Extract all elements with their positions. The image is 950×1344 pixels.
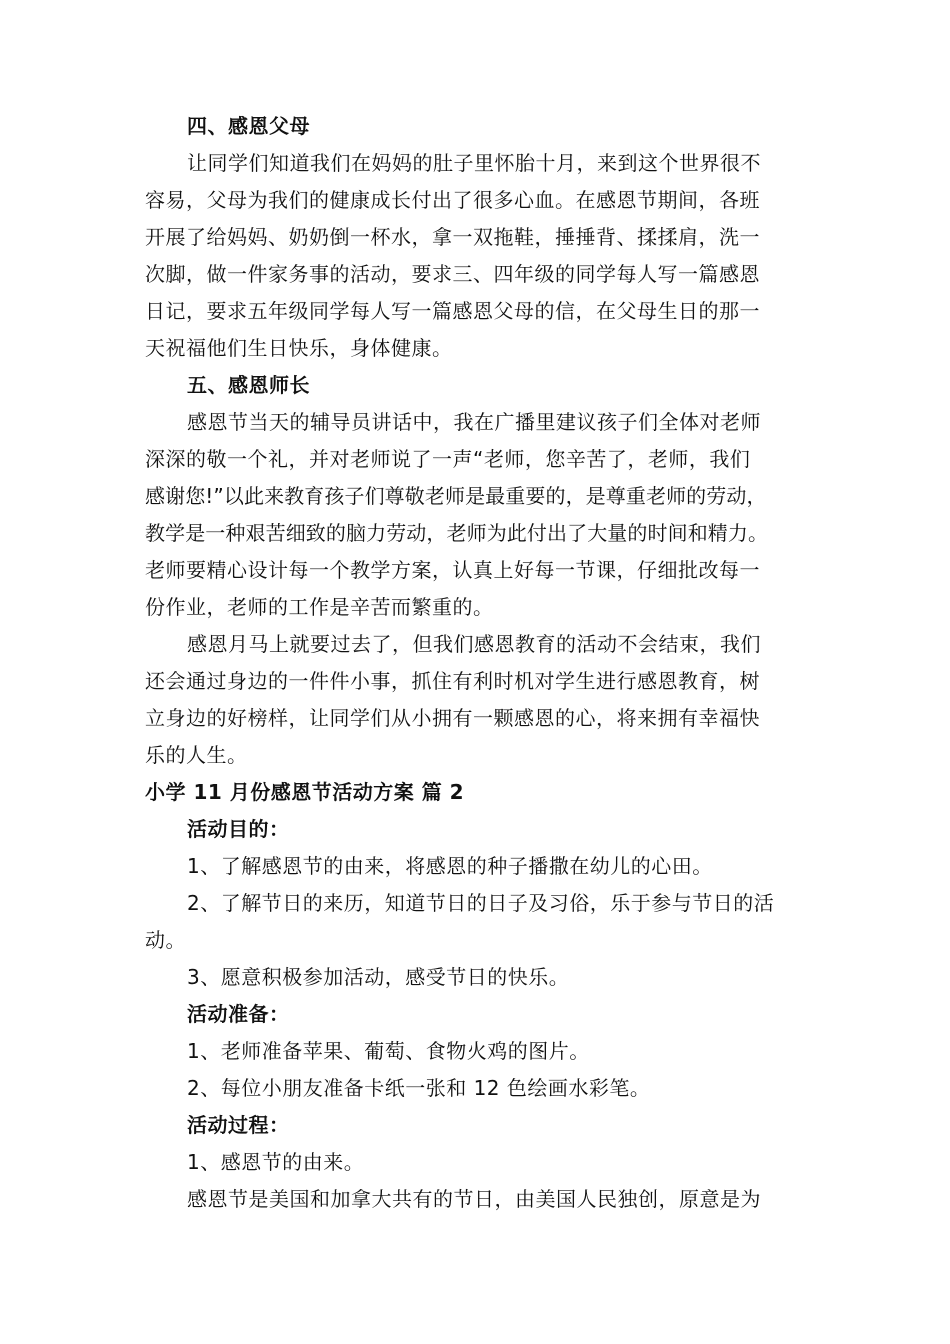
paragraph-line: 开展了给妈妈、奶奶倒一杯水，拿一双拖鞋，捶捶背、揉揉肩，洗一 xyxy=(145,225,760,249)
paragraph-line: 容易，父母为我们的健康成长付出了很多心血。在感恩节期间，各班 xyxy=(145,188,760,212)
paragraph-line: 感恩月马上就要过去了，但我们感恩教育的活动不会结束，我们 xyxy=(187,632,761,656)
section-heading: 五、感恩师长 xyxy=(187,373,310,397)
subheading-prep: 活动准备： xyxy=(187,1002,290,1026)
list-item: 1、感恩节的由来。 xyxy=(187,1150,365,1174)
list-item: 2、每位小朋友准备卡纸一张和 12 色绘画水彩笔。 xyxy=(187,1076,651,1100)
paragraph-line: 老师要精心设计每一个教学方案，认真上好每一节课，仔细批改每一 xyxy=(145,558,760,582)
paragraph-line: 立身边的好榜样，让同学们从小拥有一颗感恩的心，将来拥有幸福快 xyxy=(145,706,760,730)
paragraph-line: 深深的敬一个礼，并对老师说了一声“老师，您辛苦了，老师，我们 xyxy=(145,447,751,471)
paragraph-line: 感恩节当天的辅导员讲话中，我在广播里建议孩子们全体对老师 xyxy=(187,410,761,434)
list-item: 2、了解节日的来历，知道节日的日子及习俗，乐于参与节日的活 xyxy=(187,891,775,915)
list-item-continuation: 动。 xyxy=(145,928,186,952)
paragraph-line: 天祝福他们生日快乐，身体健康。 xyxy=(145,336,453,360)
list-item: 1、了解感恩节的由来，将感恩的种子播撒在幼儿的心田。 xyxy=(187,854,713,878)
paragraph-line: 让同学们知道我们在妈妈的肚子里怀胎十月，来到这个世界很不 xyxy=(187,151,761,175)
list-item: 3、愿意积极参加活动，感受节日的快乐。 xyxy=(187,965,570,989)
paragraph-line: 教学是一种艰苦细致的脑力劳动，老师为此付出了大量的时间和精力。 xyxy=(145,521,769,545)
document-page xyxy=(145,108,825,1218)
paragraph-line: 感谢您!”以此来教育孩子们尊敬老师是最重要的，是尊重老师的劳动， xyxy=(145,484,767,508)
plan-title: 小学 11 月份感恩节活动方案 篇 2 xyxy=(145,780,465,804)
subheading-process: 活动过程： xyxy=(187,1113,290,1137)
paragraph-line: 次脚，做一件家务事的活动，要求三、四年级的同学每人写一篇感恩 xyxy=(145,262,760,286)
subheading-goal: 活动目的： xyxy=(187,817,290,841)
section-heading: 四、感恩父母 xyxy=(187,114,310,138)
paragraph-line: 乐的人生。 xyxy=(145,743,248,767)
paragraph-line: 感恩节是美国和加拿大共有的节日，由美国人民独创，原意是为 xyxy=(187,1187,761,1211)
paragraph-line: 日记，要求五年级同学每人写一篇感恩父母的信，在父母生日的那一 xyxy=(145,299,760,323)
paragraph-line: 份作业，老师的工作是辛苦而繁重的。 xyxy=(145,595,494,619)
paragraph-line: 还会通过身边的一件件小事，抓住有利时机对学生进行感恩教育，树 xyxy=(145,669,760,693)
list-item: 1、老师准备苹果、葡萄、食物火鸡的图片。 xyxy=(187,1039,590,1063)
